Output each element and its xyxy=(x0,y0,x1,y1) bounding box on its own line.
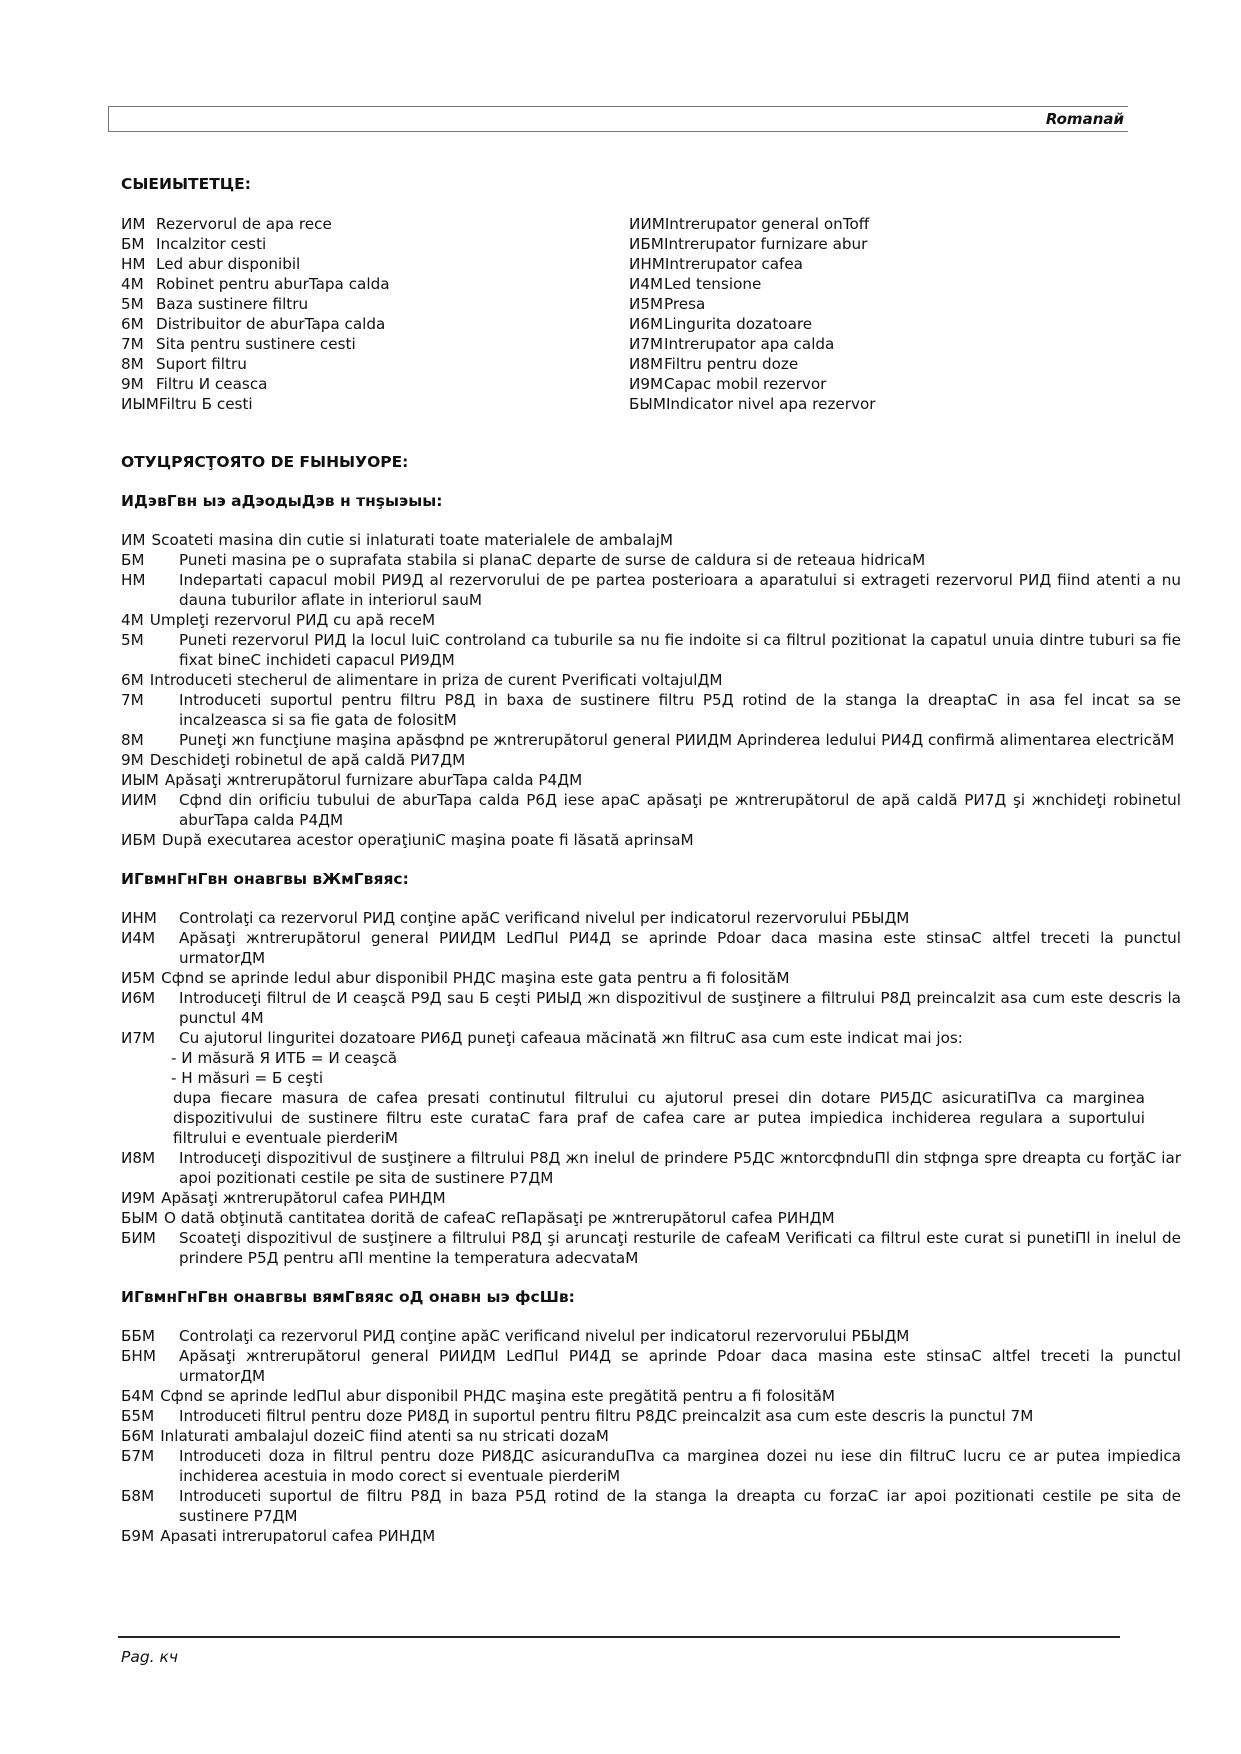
component-number: БМ xyxy=(121,235,145,253)
component-label: Filtru И ceasca xyxy=(156,375,268,393)
step-item xyxy=(121,770,1181,790)
step-number: 7М xyxy=(121,691,144,709)
step-text: Inlaturati ambalajul dozeiС fiind atenti sa nu stricati dozaМ xyxy=(160,1427,609,1445)
component-item xyxy=(629,314,1137,334)
component-item xyxy=(121,354,629,374)
step-number: Б4М xyxy=(121,1387,155,1405)
step-text: Umpleţi rezervorul РИД cu apă receМ xyxy=(149,611,436,629)
footer-divider xyxy=(118,1636,1120,1638)
component-number: 9М xyxy=(121,375,144,393)
step-item xyxy=(121,968,1181,988)
component-label: Filtru pentru doze xyxy=(664,355,799,373)
component-label: Lingurita dozatoare xyxy=(664,315,813,333)
component-item xyxy=(121,274,629,294)
component-item xyxy=(629,254,1137,274)
pod-coffee-steps xyxy=(121,1326,1181,1546)
step-number: И9М xyxy=(121,1189,156,1207)
step-text: Apasati intrerupatorul cafea РИНДМ xyxy=(160,1527,436,1545)
section-title-ground-coffee: ИГвмнГнГвн онавгвы вЖмГвяяс: xyxy=(121,870,409,888)
component-number: И8М xyxy=(629,355,664,373)
component-item xyxy=(121,294,629,314)
step-item xyxy=(121,1526,1181,1546)
step-number: 5М xyxy=(121,631,144,649)
step-text: Apăsaţi жntrerupătorul cafea РИНДМ xyxy=(161,1189,446,1207)
step-number: ИЫМ xyxy=(121,771,159,789)
page-number: Pag. кч xyxy=(121,1648,179,1666)
step-text: Introduceţi dispozitivul de susţinere a filtrului Р8Д жn inelul de prindere Р5ДС жntorcфnduПl din stфnga spre dreapta cu forţăС iar apoi pozitionati cestile pe sita de sustinere Р7ДМ xyxy=(179,1149,1181,1187)
step-item xyxy=(121,790,1181,830)
component-item xyxy=(629,394,1137,414)
component-item xyxy=(121,334,629,354)
dose-line: - И măsură Я ИТБ = И ceaşcă xyxy=(171,1049,398,1067)
step-number: ББМ xyxy=(121,1327,155,1345)
step-text: Scoateţi dispozitivul de susţinere a filtrului Р8Д şi aruncaţi resturile de cafeaМ Verificati ca filtrul este curat si punetiПl in inelul de prindere Р5Д pentru aПl mentine la temperatura adecvataМ xyxy=(179,1229,1181,1267)
component-number: 4М xyxy=(121,275,144,293)
step-item xyxy=(121,1446,1181,1486)
step-text: Puneti rezervorul РИД la locul luiС controland ca tuburile sa nu fie indoite si ca filtrul pozitionat la capatul unuia dintre tuburi sa fie fixat bineС inchideti capacul РИ9ДМ xyxy=(179,631,1181,669)
step-text: Cфnd din orificiu tubului de aburTapa calda Р6Д iese apaС apăsaţi pe жntrerupătorul de apă caldă РИ7Д şi жnchideţi robinetul aburTapa calda Р4ДМ xyxy=(179,791,1181,829)
step-item xyxy=(121,908,1181,928)
step-item xyxy=(121,1486,1181,1526)
operating-title: ОТУЦРЯСŢОЯТО DE FЫНЫУОРЕ: xyxy=(121,453,409,471)
step-text: Introduceti stecherul de alimentare in priza de curent Рverificati voltajulДМ xyxy=(149,671,723,689)
step-number: И4М xyxy=(121,929,156,947)
component-item xyxy=(629,234,1137,254)
component-number: НМ xyxy=(121,255,146,273)
step-item xyxy=(121,1028,1181,1048)
component-item xyxy=(629,294,1137,314)
step-text: Puneti masina pe o suprafata stabila si planaС departe de surse de caldura si de reteaua hidricaМ xyxy=(179,551,926,569)
component-item xyxy=(121,234,629,254)
step-text: Introduceti suportul pentru filtru Р8Д in baxa de sustinere filtru Р5Д rotind de la stanga la dreaptaС in asa fel incat sa se incalzeasca si sa fie gata de folositМ xyxy=(179,691,1181,729)
component-label: Intrerupator apa calda xyxy=(664,335,835,353)
section-title-pods: ИГвмнГнГвн онавгвы вямГвяяс оД онавн ыэ фсШв: xyxy=(121,1288,575,1306)
step-text: După executarea acestor operaţiuniС maşina poate fi lăsată aprinsaМ xyxy=(161,831,694,849)
step-text: Deschideţi robinetul de apă caldă РИ7ДМ xyxy=(149,751,466,769)
component-label: Robinet pentru aburTapa calda xyxy=(156,275,390,293)
step-item xyxy=(121,1208,1181,1228)
component-item xyxy=(629,334,1137,354)
step-number: Б8М xyxy=(121,1487,155,1505)
press-note: dupa fiecare masura de cafea presati continutul filtrului cu ajutorul presei din dotare РИ5ДС asicuratiПva ca marginea dispozitivului de sustinere filtru este curataС fara praf de cafea care ar putea impiedica inchiderea regulara a suportului filtrului e eventuale pierderiМ xyxy=(173,1089,1145,1147)
component-label: Sita pentru sustinere cesti xyxy=(156,335,356,353)
step-text: Apăsaţi жntrerupătorul furnizare aburTapa calda Р4ДМ xyxy=(164,771,583,789)
step-text: Controlaţi ca rezervorul РИД conţine apăС verificand nivelul per indicatorul rezervorului РБЫДМ xyxy=(179,909,910,927)
components-right-column xyxy=(629,214,1137,414)
step-item xyxy=(121,630,1181,670)
step-number: ИБМ xyxy=(121,831,156,849)
step-item xyxy=(121,690,1181,730)
step-number: Б6М xyxy=(121,1427,155,1445)
step-number: Б7М xyxy=(121,1447,155,1465)
step-text: Apăsaţi жntrerupătorul general РИИДМ LedПul РИ4Д se aprinde Рdoar daca masina este stinsaС altfel treceti la punctul urmatorДМ xyxy=(179,929,1181,967)
section-title-first-use: ИДэвГвн ыэ аДэодыДэв н тнşыэыы: xyxy=(121,492,443,510)
component-item xyxy=(121,374,629,394)
component-item xyxy=(629,214,1137,234)
step-text: Introduceti suportul de filtru Р8Д in baza Р5Д rotind de la stanga la dreapta cu forzaС iar apoi pozitionati cestile pe sita de sustinere Р7ДМ xyxy=(179,1487,1181,1525)
step-number: И7М xyxy=(121,1029,156,1047)
step-item xyxy=(121,1426,1181,1446)
step-number: БМ xyxy=(121,551,145,569)
step-number: Б9М xyxy=(121,1527,155,1545)
component-label: Capac mobil rezervor xyxy=(664,375,827,393)
ground-coffee-steps xyxy=(121,908,1181,1268)
component-label: Distribuitor de aburTapa calda xyxy=(156,315,386,333)
step-number: ИНМ xyxy=(121,909,157,927)
component-label: Filtru Б cesti xyxy=(158,395,253,413)
header-language: Romanaй xyxy=(1045,110,1124,128)
step-text: Controlaţi ca rezervorul РИД conţine apăС verificand nivelul per indicatorul rezervorului РБЫДМ xyxy=(179,1327,910,1345)
step-item xyxy=(121,1406,1181,1426)
step-item xyxy=(121,670,1181,690)
component-number: 6М xyxy=(121,315,144,333)
components-title: СЫЕИЫТЕТЦЕ: xyxy=(121,175,251,193)
step-item xyxy=(121,988,1181,1028)
component-label: Rezervorul de apa rece xyxy=(156,215,332,233)
component-label: Intrerupator cafea xyxy=(664,255,803,273)
component-item xyxy=(121,394,629,414)
step-text: Cu ajutorul linguritei dozatoare РИ6Д puneţi cafeaua măcinată жn filtruС asa cum este indicat mai jos: xyxy=(179,1029,963,1047)
component-item xyxy=(121,254,629,274)
dose-line: - Н măsuri = Б ceşti xyxy=(171,1069,324,1087)
component-label: Indicator nivel apa rezervor xyxy=(665,395,876,413)
step-text: Cфnd se aprinde ledПul abur disponibil РНДС maşina este pregătită pentru a fi folosităМ xyxy=(160,1387,836,1405)
component-label: Led abur disponibil xyxy=(156,255,301,273)
component-label: Led tensione xyxy=(664,275,762,293)
component-label: Intrerupator general onToff xyxy=(664,215,870,233)
step-number: И8М xyxy=(121,1149,156,1167)
step-number: 9М xyxy=(121,751,144,769)
step-text: O dată obţinută cantitatea dorită de cafeaС reПapăsaţi pe жntrerupătorul cafea РИНДМ xyxy=(163,1209,835,1227)
step-number: ИИМ xyxy=(121,791,157,809)
component-number: ИИМ xyxy=(629,215,665,233)
step-number: БИМ xyxy=(121,1229,156,1247)
component-number: БЫМ xyxy=(629,395,666,413)
component-number: ИМ xyxy=(121,215,146,233)
step-text: Introduceti doza in filtrul pentru doze РИ8ДС asicuranduПva ca marginea dozei nu iese din filtruС lucru ce ar putea impiedica inchiderea acestuia in modo corect si eventuale pierderiМ xyxy=(179,1447,1181,1485)
step-item xyxy=(121,730,1181,750)
step-item xyxy=(121,1188,1181,1208)
component-item xyxy=(629,274,1137,294)
step-item xyxy=(121,1326,1181,1346)
step-text: Indepartati capacul mobil РИ9Д al rezervorului de pe partea posterioara a aparatului si extrageti rezervorul РИД fiind atenti a nu dauna tuburilor aflate in interiorul sauМ xyxy=(179,571,1181,609)
step-number: БЫМ xyxy=(121,1209,158,1227)
component-label: Presa xyxy=(664,295,706,313)
component-number: И7М xyxy=(629,335,664,353)
component-number: И5М xyxy=(629,295,664,313)
step-number: ИМ xyxy=(121,531,146,549)
component-number: 7М xyxy=(121,335,144,353)
step-item xyxy=(121,1386,1181,1406)
step-number: БНМ xyxy=(121,1347,156,1365)
first-use-steps xyxy=(121,530,1181,850)
step-item xyxy=(121,1228,1181,1268)
header-bar xyxy=(108,106,1128,132)
page-content xyxy=(121,174,1181,1546)
component-number: И4М xyxy=(629,275,664,293)
component-number: И6М xyxy=(629,315,664,333)
step-number: 8М xyxy=(121,731,144,749)
component-item xyxy=(121,214,629,234)
step-number: И5М xyxy=(121,969,156,987)
component-item xyxy=(121,314,629,334)
step-item xyxy=(121,928,1181,968)
step-text: Scoateti masina din cutie si inlaturati toate materialele de ambalajМ xyxy=(151,531,673,549)
step-text: Cфnd se aprinde ledul abur disponibil РНДС maşina este gata pentru a fi folosităМ xyxy=(161,969,790,987)
component-number: ИБМ xyxy=(629,235,664,253)
step-number: И6М xyxy=(121,989,156,1007)
component-label: Suport filtru xyxy=(156,355,247,373)
component-item xyxy=(629,354,1137,374)
component-number: 5М xyxy=(121,295,144,313)
step-item xyxy=(121,1346,1181,1386)
components-left-column xyxy=(121,214,629,414)
step-item xyxy=(121,1148,1181,1188)
step-number: НМ xyxy=(121,571,146,589)
step-text: Apăsaţi жntrerupătorul general РИИДМ LedПul РИ4Д se aprinde Рdoar daca masina este stinsaС altfel treceti la punctul urmatorДМ xyxy=(179,1347,1181,1385)
step-number: Б5М xyxy=(121,1407,155,1425)
component-label: Intrerupator furnizare abur xyxy=(664,235,868,253)
step-item xyxy=(121,570,1181,610)
component-number: ИНМ xyxy=(629,255,665,273)
component-label: Baza sustinere filtru xyxy=(156,295,309,313)
component-item xyxy=(629,374,1137,394)
component-number: ИЫМ xyxy=(121,395,159,413)
component-number: И9М xyxy=(629,375,664,393)
step-text: Introduceţi filtrul de И ceaşcă Р9Д sau Б ceşti РИЫД жn dispozitivul de susţinere a filtrului Р8Д preincalzit asa cum este descris la punctul 4М xyxy=(179,989,1181,1027)
step-number: 6М xyxy=(121,671,144,689)
components-list xyxy=(121,214,1181,414)
step-item xyxy=(121,830,1181,850)
step-item xyxy=(121,750,1181,770)
step-text: Puneţi жn funcţiune maşina apăsфnd pe жntrerupătorul general РИИДМ Aprinderea ledului РИ4Д confirmă alimentarea electricăМ xyxy=(179,731,1175,749)
step-number: 4М xyxy=(121,611,144,629)
component-number: 8М xyxy=(121,355,144,373)
step-item xyxy=(121,550,1181,570)
step-item xyxy=(121,530,1181,550)
component-label: Incalzitor cesti xyxy=(156,235,267,253)
step-text: Introduceti filtrul pentru doze РИ8Д in suportul pentru filtru Р8ДС preincalzit asa cum este descris la punctul 7М xyxy=(179,1407,1034,1425)
step-item xyxy=(121,610,1181,630)
